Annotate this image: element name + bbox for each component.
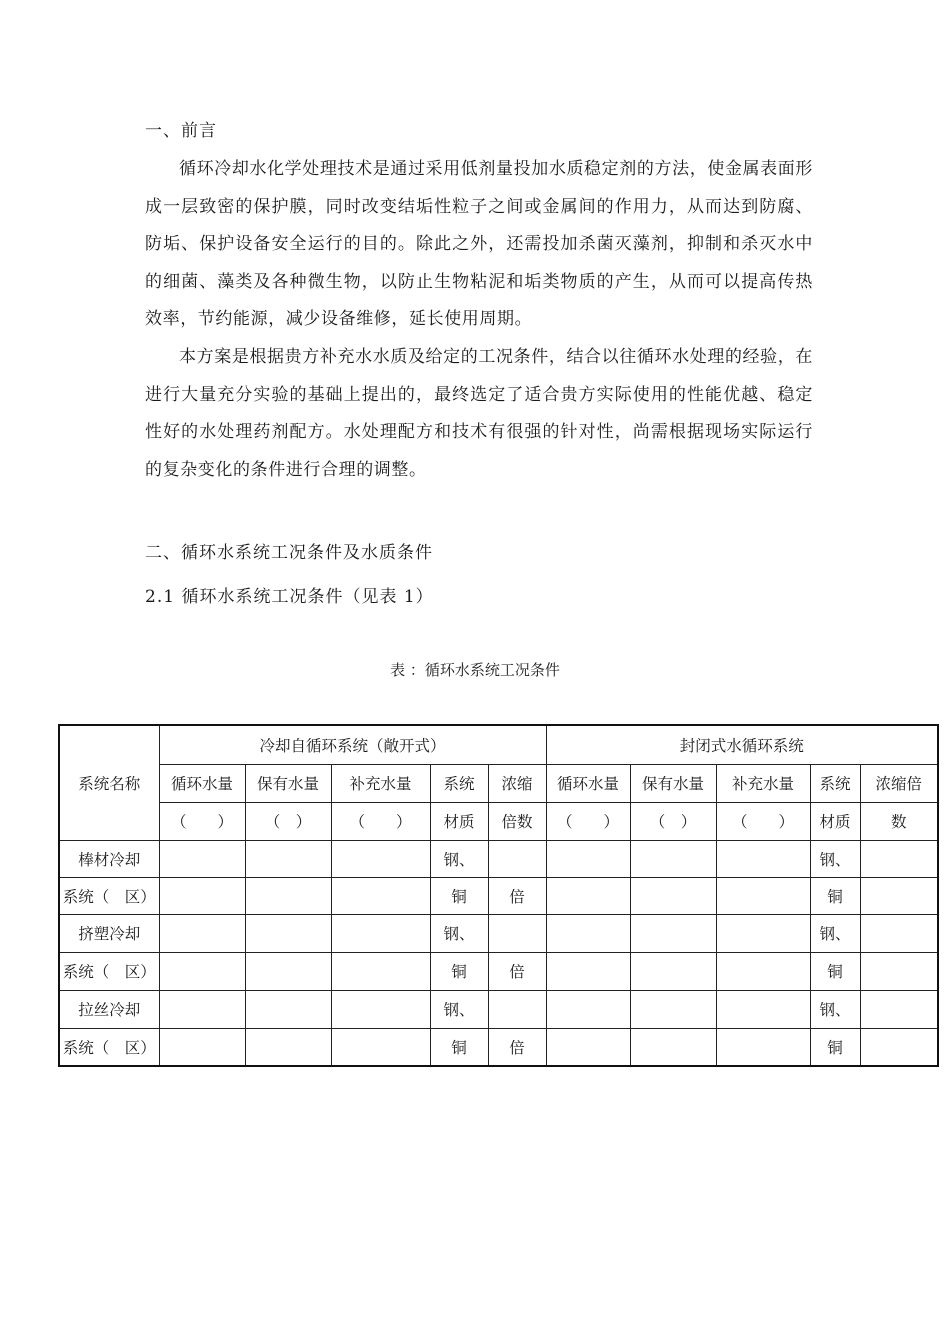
col-mat-l1-b: 系统 (810, 764, 860, 802)
col-conc-l1: 浓缩 (488, 764, 546, 802)
conditions-table (58, 724, 939, 1067)
row-mat-l2: 铜 (430, 877, 488, 914)
table-row (59, 1028, 938, 1066)
table-row (59, 914, 938, 952)
row-header-title: 系统名称 (59, 725, 159, 840)
row-mat-l1: 钢、 (430, 914, 488, 952)
row-mat-l1: 钢、 (430, 840, 488, 877)
col-hold-l1-b: 保有水量 (630, 764, 716, 802)
row-mat-b-l2: 铜 (810, 877, 860, 914)
group-header-open: 冷却自循环系统（敞开式） (159, 725, 546, 764)
col-mat-l2-b: 材质 (810, 802, 860, 840)
section-heading-preface: 一、前言 (145, 121, 217, 141)
row-mat-b-l2: 铜 (810, 952, 860, 990)
row-name-l1: 挤塑冷却 (59, 914, 159, 952)
table-row (59, 952, 938, 990)
row-mat-b-l1: 钢、 (810, 914, 860, 952)
col-conc-l2: 倍数 (488, 802, 546, 840)
row-name-l2: 系统（ 区） (59, 877, 159, 914)
row-name-l2: 系统（ 区） (59, 1028, 159, 1066)
col-mat-l2: 材质 (430, 802, 488, 840)
col-hold-l2: （ ） (245, 802, 331, 840)
col-mat-l1: 系统 (430, 764, 488, 802)
row-conc: 倍 (488, 952, 546, 990)
col-hold-l2-b: （ ） (630, 802, 716, 840)
row-mat-l1: 钢、 (430, 990, 488, 1028)
col-make-l2: （ ） (331, 802, 430, 840)
preface-paragraph-1: 循环冷却水化学处理技术是通过采用低剂量投加水质稳定剂的方法，使金属表面形成一层致密的保护膜，同时改变结垢性粒子之间或金属间的作用力，从而达到防腐、防垢、保护设备安全运行的目的。除此之外，还需投加杀菌灭藻剂，抑制和杀灭水中的细菌、藻类及各种微生物，以防止生物粘泥和垢类物质的产生，从而可以提高传热效率，节约能源，减少设备维修，延长使用周期。 (145, 159, 813, 329)
row-name-l2: 系统（ 区） (59, 952, 159, 990)
row-mat-l2: 铜 (430, 1028, 488, 1066)
row-mat-b-l2: 铜 (810, 1028, 860, 1066)
col-circ-l2-b: （ ） (546, 802, 630, 840)
col-conc2-l1: 浓缩倍 (860, 764, 938, 802)
row-conc: 倍 (488, 877, 546, 914)
row-mat-l2: 铜 (430, 952, 488, 990)
table-caption: 表 ：循环水系统工况条件 (390, 661, 560, 679)
row-conc: 倍 (488, 1028, 546, 1066)
col-hold-l1: 保有水量 (245, 764, 331, 802)
row-name-l1: 棒材冷却 (59, 840, 159, 877)
group-header-closed: 封闭式水循环系统 (546, 725, 938, 764)
col-make-l1-b: 补充水量 (716, 764, 810, 802)
col-circ-l2: （ ） (159, 802, 245, 840)
col-make-l2-b: （ ） (716, 802, 810, 840)
table-row (59, 840, 938, 877)
section-heading-conditions: 二、循环水系统工况条件及水质条件 (145, 543, 433, 563)
table-row (59, 877, 938, 914)
col-conc2-l2: 数 (860, 802, 938, 840)
subsection-heading: 2.1 循环水系统工况条件（见表 1） (145, 587, 434, 607)
preface-paragraph-2: 本方案是根据贵方补充水水质及给定的工况条件，结合以往循环水处理的经验，在进行大量充分实验的基础上提出的，最终选定了适合贵方实际使用的性能优越、稳定性好的水处理药剂配方。水处理配方和技术有很强的针对性，尚需根据现场实际运行的复杂变化的条件进行合理的调整。 (145, 347, 813, 480)
row-mat-b-l1: 钢、 (810, 840, 860, 877)
row-name-l1: 拉丝冷却 (59, 990, 159, 1028)
col-circ-l1-b: 循环水量 (546, 764, 630, 802)
row-mat-b-l1: 钢、 (810, 990, 860, 1028)
col-circ-l1: 循环水量 (159, 764, 245, 802)
table-row (59, 990, 938, 1028)
col-make-l1: 补充水量 (331, 764, 430, 802)
